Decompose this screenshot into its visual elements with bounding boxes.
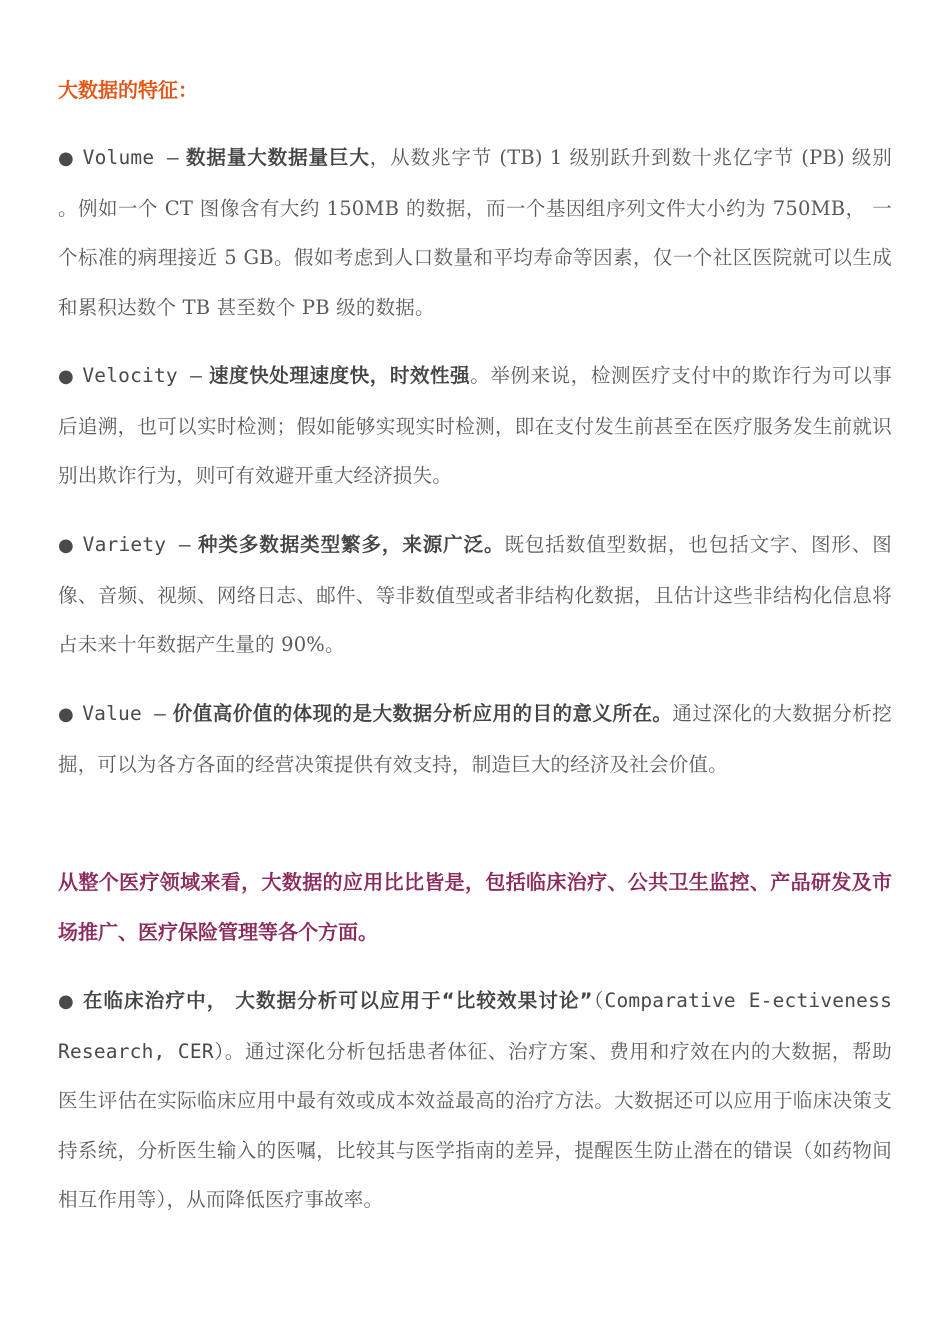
- clinical-term: （Comparative E-ectiveness Research, CER）: [58, 989, 893, 1063]
- clinical-text: 。通过深化分析包括患者体征、治疗方案、费用和疗效在内的大数据，帮助医生评估在实际临床应用中最有效或成本效益最高的治疗方法。大数据还可以应用于临床决策支持系统，分析医生输入的医嘱，比较其与医学指南的差异，提醒医生防止潜在的错误（如药物间相互作用等），从而降低医疗事故率。: [58, 1039, 892, 1212]
- feature-term: Volume —: [82, 146, 179, 169]
- feature-value: [58, 689, 892, 789]
- feature-bold: 速度快处理速度快，时效性强: [208, 364, 471, 387]
- feature-text: 通过深化的大数据分析挖掘，可以为各方各面的经营决策提供有效支持，制造巨大的经济及社会价值。: [58, 702, 892, 776]
- feature-volume: [58, 133, 892, 332]
- bullet-icon: ●: [58, 991, 75, 1012]
- feature-bold: 种类多数据类型繁多，来源广泛。: [197, 533, 505, 556]
- bullet-icon: ●: [58, 366, 75, 387]
- feature-velocity: [58, 351, 892, 501]
- feature-term: Variety —: [82, 533, 191, 556]
- feature-term: Value —: [82, 702, 167, 725]
- feature-variety: [58, 520, 892, 670]
- clinical-paragraph: [58, 976, 892, 1225]
- feature-text: 。举例来说，检测医疗支付中的欺诈行为可以事后追溯，也可以实时检测；假如能够实现实时检测，即在支付发生前甚至在医疗服务发生前就识别出欺诈行为，则可有效避开重大经济损失。: [58, 364, 893, 488]
- feature-bold: 数据量大数据量巨大: [186, 146, 370, 169]
- clinical-bold: 在临床治疗中， 大数据分析可以应用于“比较效果讨论”: [82, 989, 593, 1012]
- feature-bold: 价值高价值的体现的是大数据分析应用的目的意义所在。: [172, 702, 673, 725]
- summary-heading: 从整个医疗领域来看，大数据的应用比比皆是，包括临床治疗、公共卫生监控、产品研发及市场推广、医疗保险管理等各个方面。: [58, 870, 892, 944]
- bullet-icon: ●: [58, 535, 75, 556]
- feature-term: Velocity —: [82, 364, 203, 387]
- feature-text: 既包括数值型数据，也包括文字、图形、图像、音频、视频、网络日志、邮件、等非数值型或者非结构化数据，且估计这些非结构化信息将占未来十年数据产生量的 90%。: [58, 533, 892, 657]
- feature-text: ，从数兆字节 (TB) 1 级别跃升到数十兆亿字节 (PB) 级别 。例如一个 CT 图像含有大约 150MB 的数据，而一个基因组序列文件大小约为 750MB， 一个标准的病理接近 5 GB。假如考虑到人口数量和平均寿命等因素，仅一个社区医院就可以生成和累积达数个 TB 甚至数个 PB 级的数据。: [58, 146, 892, 319]
- bullet-icon: ●: [58, 148, 75, 169]
- section-heading: 大数据的特征：: [58, 78, 198, 102]
- bullet-icon: ●: [58, 704, 75, 725]
